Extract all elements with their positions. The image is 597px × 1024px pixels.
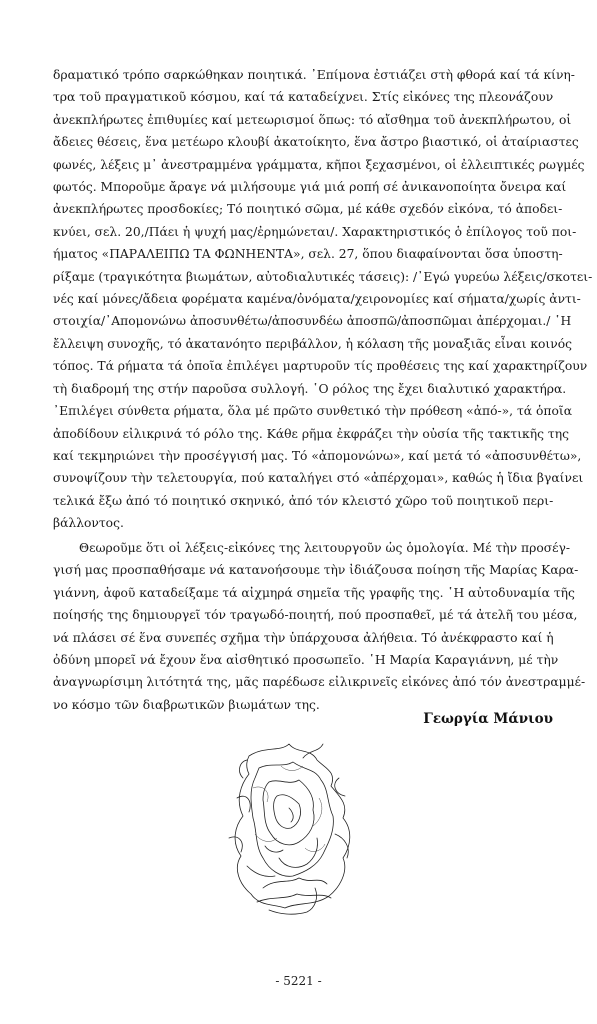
page-number: - 5221 - [275, 974, 322, 988]
text-line: γιάννη, ἀφοῦ καταδείξαμε τά αἰχμηρά σημεῖα τῆς γραφῆς της. ῾Η αὐτοδυναμία τῆς [53, 585, 575, 600]
text-line: τελικά ἔξω ἀπό τό ποιητικό σκηνικό, ἀπό τόν κλειστό χῶρο τοῦ ποιητικοῦ περι- [53, 493, 554, 508]
article-paragraph-2 [53, 537, 586, 716]
text-line: τὴ διαδρομή της στήν παροῦσα συλλογή. ῾Ο ρόλος της ἔχει διαλυτικό χαρακτήρα. [53, 381, 567, 396]
text-line: γισή μας προσπαθήσαμε νά κατανοήσουμε τὴν ἰδιάζουσα ποίηση τῆς Μαρίας Καρα- [53, 563, 579, 578]
text-line: ἀνεκπλήρωτες προσδοκίες; Τό ποιητικό σῶμα, μέ κάθε σχεδόν εἰκόνα, τό ἀποδει- [53, 202, 563, 217]
text-line: καί τεκμηριώνει τὴν προσέγγισή μας. Τό «ἀπομονώνω», καί μετά τό «ἀποσυνθέτω», [53, 448, 582, 463]
text-line: ποίησής της δημιουργεῖ τόν τραγωδό-ποιητή, πού προσπαθεῖ, μέ τά ἀτελῆ του μέσα, [53, 608, 578, 623]
text-line: νο κόσμο τῶν διαβρωτικῶν βιωμάτων της. [53, 697, 320, 712]
text-line: τρα τοῦ πραγματικοῦ κόσμου, καί τά καταδείχνει. Στίς εἰκόνες της πλεονάζουν [53, 90, 554, 105]
article-paragraph-1 [53, 64, 593, 535]
text-line: νά πλάσει σέ ἕνα συνεπές σχῆμα τὴν ὑπάρχουσα ἀλήθεια. Τό ἀνέκφραστο καί ἡ [53, 630, 554, 645]
text-line: τόπος. Τά ρήματα τά ὁποῖα ἐπιλέγει μαρτυροῦν τίς προθέσεις της καί χαρακτηρίζουν [53, 359, 588, 374]
author-signature: Γεωργία Μάνιου [423, 711, 553, 727]
text-line: ᾿Επιλέγει σύνθετα ρήματα, ὅλα μέ πρῶτο συνθετικό τὴν πρόθεση «ἀπό-», τά ὁποῖα [53, 404, 573, 419]
text-line: στοιχία/᾿Απομονώνω ἀποσυνθέτω/ἀποσυνδέω ἀποσπῶ/ἀποσπῶμαι ἀπέρχομαι./ ῾Η [53, 314, 572, 329]
text-line: φωνές, λέξεις μ᾿ ἀνεστραμμένα γράμματα, κῆποι ξεχασμένοι, οἱ ἐλλειπτικές ρωγμές [53, 157, 585, 172]
text-line: ἀποδίδουν εἰλικρινά τό ρόλο της. Κάθε ρῆμα ἐκφράζει τὴν οὐσία τῆς τακτικῆς της [53, 426, 569, 441]
text-line: νές καί μόνες/ἄδεια φορέματα καμένα/ὀνόματα/χειρονομίες καί σήματα/χωρίς ἀντι- [53, 292, 581, 307]
text-line: φωτός. Μποροῦμε ἄραγε νά μιλήσουμε γιά μιά ροπή σέ ἀνικανοποίητα ὄνειρα καί [53, 180, 567, 195]
text-line: βάλλοντος. [53, 516, 124, 531]
text-line: δραματικό τρόπο σαρκώθηκαν ποιητικά. ᾿Επίμονα ἐστιάζει στὴ φθορά καί τά κίνη- [53, 68, 575, 82]
text-line: ρίξαμε (τραγικότητα βιωμάτων, αὐτοδιαλυτικές τάσεις): /᾿Εγώ γυρεύω λέξεις/σκοτει- [53, 269, 593, 284]
text-line: Θεωροῦμε ὅτι οἱ λέξεις-εἰκόνες της λειτουργοῦν ὡς ὁμολογία. Μέ τὴν προσέγ- [79, 541, 571, 555]
text-line: ἔλλειψη συνοχῆς, τό ἀκατανόητο περιβάλλον, ἡ κόλαση τῆς μοναξιᾶς εἶναι κοινός [53, 336, 572, 351]
text-line: ἀναγνωρίσιμη λιτότητά της, μᾶς παρέδωσε εἰλικρινεῖς εἰκόνες ἀπό τόν ἀνεστραμμέ- [53, 675, 586, 690]
line-drawing-illustration [219, 738, 367, 920]
text-line: ὀδύνη μπορεῖ νά ἔχουν ἕνα αἰσθητικό προσωπεῖο. ῾Η Μαρία Καραγιάννη, μέ τὴν [53, 653, 559, 668]
text-line: κνύει, σελ. 20,/Πάει ἡ ψυχή μας/ἐρημώνεται/. Χαρακτηριστικός ὁ ἐπίλογος τοῦ ποι- [53, 224, 577, 239]
text-line: συνοψίζουν τὴν τελετουργία, πού καταλήγει στό «ἀπέρχομαι», καθώς ἡ ἴδια βγαίνει [53, 471, 584, 486]
text-line: ήματος «ΠΑΡΑΛΕΙΠΩ ΤΑ ΦΩΝΗΕΝΤΑ», σελ. 27, ὅπου διαφαίνονται ὅσα ὑποστη- [53, 247, 563, 262]
text-line: ἄδειες θέσεις, ἕνα μετέωρο κλουβί ἀκατοίκητο, ἕνα ἄστρο βιαστικό, οἱ ἀταίριαστες [53, 135, 579, 150]
text-line: ἀνεκπλήρωτες ἐπιθυμίες καί μετεωρισμοί ὅπως: τό αἴσθημα τοῦ ἀνεκπλήρωτου, οἱ [53, 112, 572, 127]
